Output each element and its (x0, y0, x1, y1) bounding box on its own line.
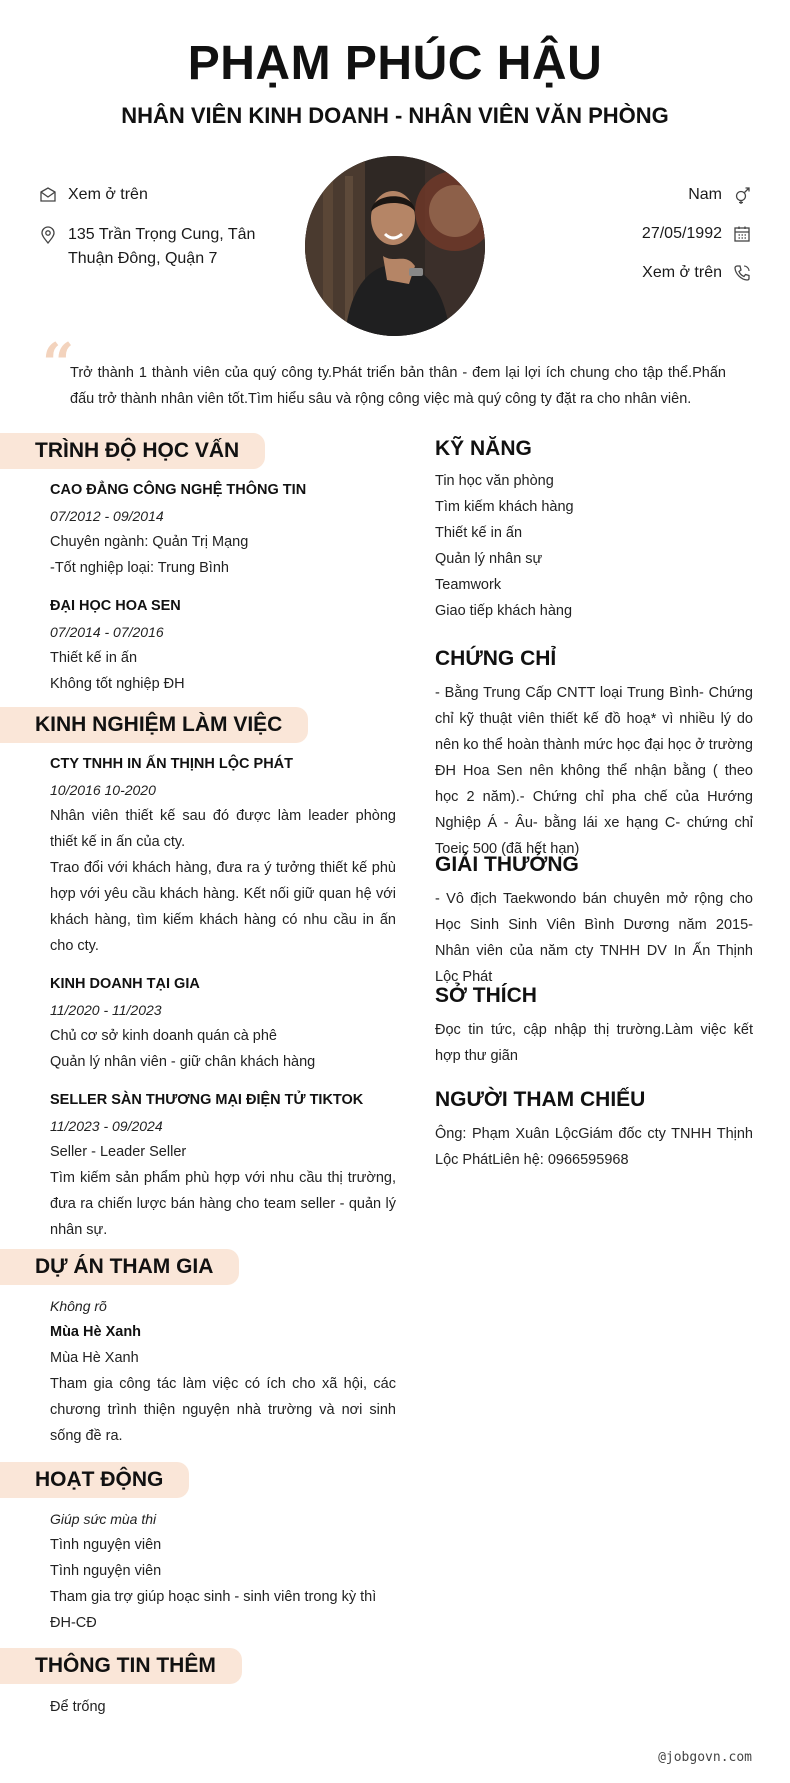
skill-item: Giao tiếp khách hàng (435, 603, 573, 619)
experience-detail: Chủ cơ sở kinh doanh quán cà phê (50, 1028, 278, 1044)
activity-detail: Tham gia trợ giúp hoạc sinh - sinh viên trong kỳ thì ĐH-CĐ (50, 1589, 377, 1631)
career-objective: Trở thành 1 thành viên của quý công ty.Phát triển bản thân - đem lại lợi ích chung cho tập thể.Phấn đấu trở thành nhân viên tốt.Tìm hiểu sâu và rộng công việc mà quý công ty đặt ra cho nhân viên. (70, 365, 726, 407)
more-info-text: Để trống (50, 1699, 106, 1715)
hobbies-title: SỞ THÍCH (435, 984, 537, 1007)
more-info-title: THÔNG TIN THÊM (0, 1648, 242, 1684)
phone-value: Xem ở trên (642, 264, 722, 281)
experience-detail: Seller - Leader Seller (50, 1144, 187, 1160)
company-name: CTY TNHH IN ẤN THỊNH LỘC PHÁT (50, 756, 294, 772)
contact-left (38, 183, 278, 287)
awards-section (435, 850, 753, 990)
contact-phone (532, 261, 752, 285)
activities-list (50, 1506, 396, 1636)
contact-email (38, 183, 278, 207)
avatar (305, 156, 485, 336)
contact-gender (532, 183, 752, 207)
company-name: KINH DOANH TẠI GIA (50, 976, 200, 992)
avatar-photo (305, 156, 485, 336)
experience-item (50, 971, 396, 1075)
certificates-section (435, 644, 753, 862)
experience-detail: Tìm kiếm sản phẩm phù hợp với nhu cầu thị trường, đưa ra chiến lược bán hàng cho team seller - quản lý nhân sự. (50, 1170, 396, 1238)
skills-title: KỸ NĂNG (435, 437, 532, 460)
experience-item (50, 751, 396, 959)
email-icon (38, 185, 58, 205)
references-section (435, 1085, 753, 1173)
birthday-value: 27/05/1992 (641, 225, 722, 242)
education-item (50, 593, 396, 697)
activities-title: HOẠT ĐỘNG (0, 1462, 189, 1498)
experience-detail: Quản lý nhân viên - giữ chân khách hàng (50, 1054, 316, 1070)
company-name: SELLER SÀN THƯƠNG MẠI ĐIỆN TỬ TIKTOK (50, 1092, 364, 1108)
footer-watermark: @jobgovn.com (658, 1750, 752, 1765)
education-list (50, 477, 396, 697)
references-text: Ông: Phạm Xuân LộcGiám đốc cty TNHH Thịnh Lộc PhátLiên hệ: 0966595968 (435, 1126, 753, 1168)
projects-list (50, 1293, 396, 1449)
experience-item (50, 1087, 396, 1243)
experience-date: 11/2020 - 11/2023 (50, 1002, 162, 1018)
project-detail: Tham gia công tác làm việc có ích cho xã hội, các chương trình thiện nguyện nhà trường và nơi sinh sống đề ra. (50, 1376, 396, 1444)
skills-list (435, 468, 753, 624)
location-icon (38, 225, 58, 245)
quote-icon: “ (42, 331, 75, 397)
projects-title: DỰ ÁN THAM GIA (0, 1249, 239, 1285)
education-date: 07/2014 - 07/2016 (50, 624, 164, 640)
activity-detail: Tình nguyện viên (50, 1537, 162, 1553)
phone-icon (732, 263, 752, 283)
candidate-name: PHẠM PHÚC HẬU (187, 37, 603, 90)
education-item (50, 477, 396, 581)
skill-item: Teamwork (435, 577, 502, 593)
certificates-text: - Bằng Trung Cấp CNTT loại Trung Bình- Chứng chỉ kỹ thuật viên thiết kế đồ hoạ* vì nhiều lý do nên ko thể hoàn thành mức học đại học ở trường ĐH Hoa Sen nên không thể nhận bằng ( theo học 2 năm).- Chứng chỉ pha chế của Hướng Nghiệp Á - Âu- bằng lái xe hạng C- chứng chỉ Toeic 500 (đã hết hạn) (435, 685, 753, 857)
education-detail: -Tốt nghiệp loại: Trung Bình (50, 560, 229, 576)
project-detail: Mùa Hè Xanh (50, 1350, 139, 1366)
references-title: NGƯỜI THAM CHIẾU (435, 1088, 646, 1111)
calendar-icon (732, 224, 752, 244)
education-detail: Không tốt nghiệp ĐH (50, 676, 185, 692)
address-value: 135 Trần Trọng Cung, Tân Thuận Đông, Quận 7 (68, 226, 256, 267)
skills-section (435, 434, 753, 624)
activity-detail: Tình nguyện viên (50, 1563, 162, 1579)
experience-list (50, 751, 396, 1243)
skill-item: Quản lý nhân sự (435, 551, 543, 567)
activity-date: Giúp sức mùa thi (50, 1511, 157, 1527)
education-detail: Thiết kế in ấn (50, 650, 138, 666)
project-date: Không rõ (50, 1298, 107, 1314)
gender-icon (732, 185, 752, 205)
experience-detail: Trao đổi với khách hàng, đưa ra ý tưởng thiết kế phù hợp với yêu cầu khách hàng. Kết nối giữ quan hệ với khách hàng, tìm kiếm khách hàng có nhu cầu in ấn cho cty. (50, 860, 396, 954)
contact-right (532, 183, 752, 300)
hobbies-text: Đọc tin tức, cập nhập thị trường.Làm việc kết hợp thư giãn (435, 1022, 753, 1064)
education-school: CAO ĐẲNG CÔNG NGHỆ THÔNG TIN (50, 482, 307, 498)
skill-item: Tìm kiếm khách hàng (435, 499, 574, 515)
education-school: ĐẠI HỌC HOA SEN (50, 598, 181, 614)
gender-value: Nam (688, 186, 722, 203)
experience-detail: Nhân viên thiết kế sau đó được làm leader phòng thiết kế in ấn của cty. (50, 808, 396, 850)
certificates-title: CHỨNG CHỈ (435, 647, 557, 670)
email-value: Xem ở trên (68, 186, 148, 203)
experience-date: 10/2016 10-2020 (50, 782, 156, 798)
contact-address (38, 223, 278, 271)
project-name: Mùa Hè Xanh (50, 1324, 142, 1340)
education-title: TRÌNH ĐỘ HỌC VẤN (0, 433, 265, 469)
skill-item: Thiết kế in ấn (435, 525, 523, 541)
contact-birthday (532, 222, 752, 246)
education-date: 07/2012 - 09/2014 (50, 508, 164, 524)
awards-title: GIẢI THƯỞNG (435, 853, 579, 876)
candidate-role: NHÂN VIÊN KINH DOANH - NHÂN VIÊN VĂN PHÒNG (121, 103, 669, 128)
experience-title: KINH NGHIỆM LÀM VIỆC (0, 707, 308, 743)
awards-text: - Vô địch Taekwondo bán chuyên mở rộng cho Học Sinh Sinh Viên Bình Dương năm 2015- Nhân viên của năm cty TNHH DV In Ấn Thịnh Lộc Phát (435, 891, 753, 985)
experience-date: 11/2023 - 09/2024 (50, 1118, 163, 1134)
hobbies-section (435, 981, 753, 1069)
education-detail: Chuyên ngành: Quản Trị Mạng (50, 534, 249, 550)
skill-item: Tin học văn phòng (435, 473, 554, 489)
